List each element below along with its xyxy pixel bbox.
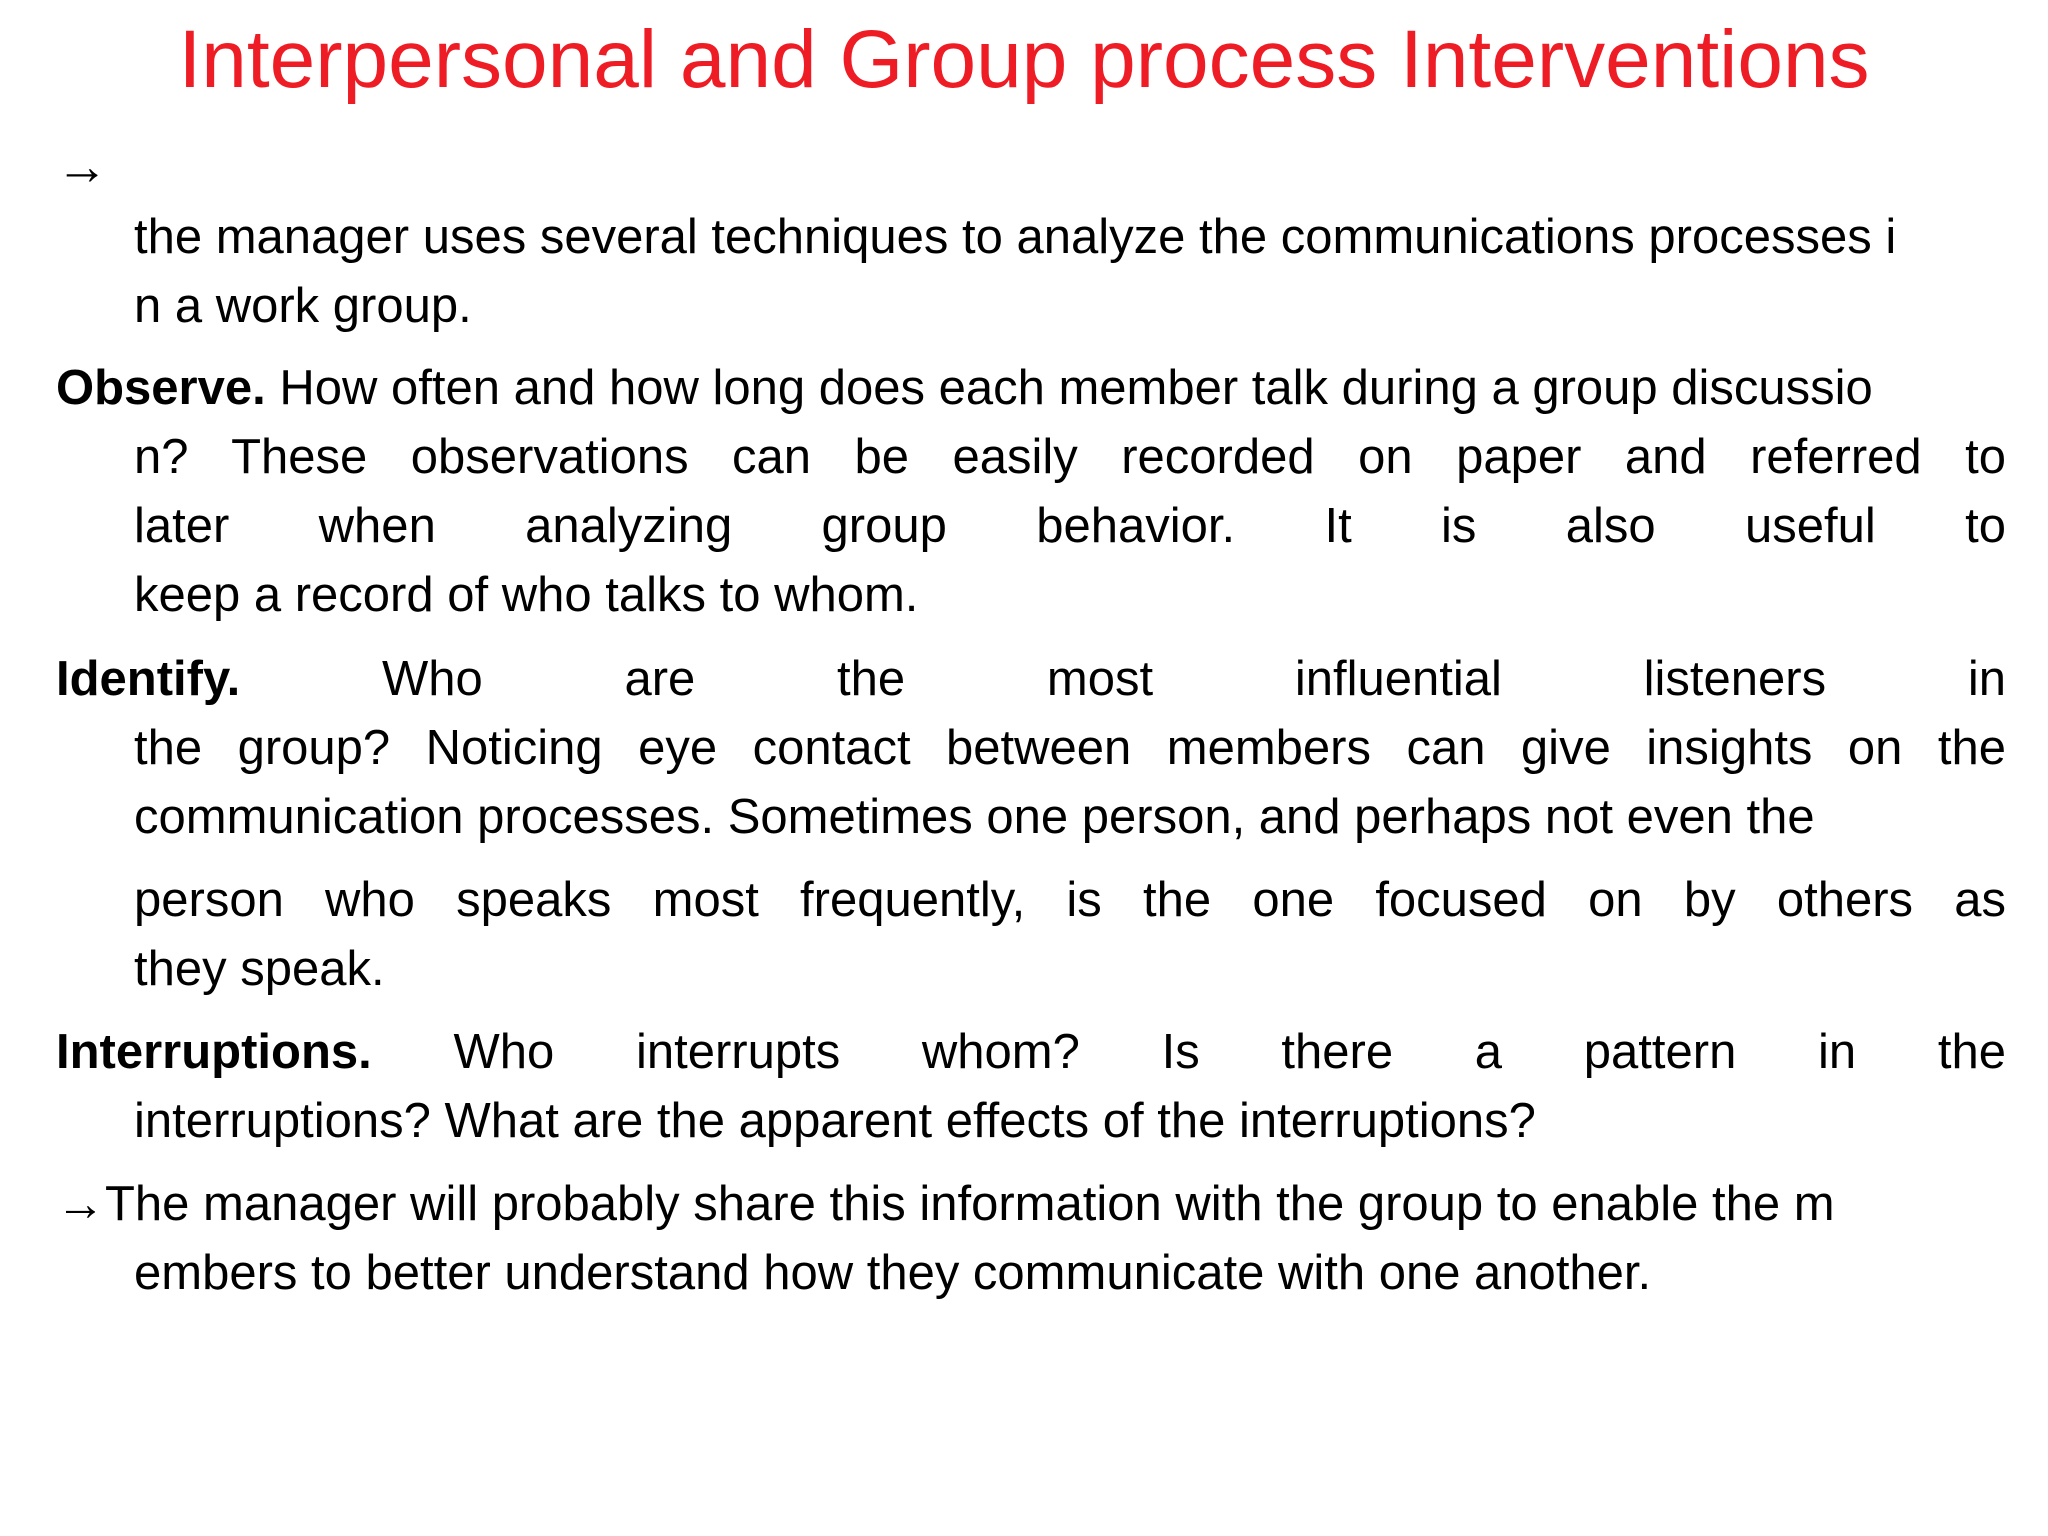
identify-line-2: the group? Noticing eye contact between members can give insights on the	[134, 721, 2006, 775]
intro-arrow-icon: →	[56, 138, 108, 196]
observe-line-2: n? These observations can be easily recorded on paper and referred to	[134, 430, 2006, 484]
closing-arrow-icon: →	[56, 1177, 105, 1231]
closing-text-1: The manager will probably share this information with the group to enable the m	[105, 1177, 1835, 1231]
identify-line-3: communication processes. Sometimes one person, and perhaps not even the	[134, 790, 1815, 844]
identify-line-4: person who speaks most frequently, is the one focused on by others as	[134, 873, 2006, 927]
intro-line-2: n a work group.	[134, 279, 472, 333]
identify-paragraph	[56, 645, 2006, 1004]
observe-line-3: later when analyzing group behavior. It is also useful to	[134, 499, 2006, 553]
interruptions-label: Interruptions.	[56, 1025, 372, 1079]
observe-paragraph	[56, 354, 2006, 630]
observe-text-1: How often and how long does each member talk during a group discussio	[265, 361, 1873, 415]
identify-label: Identify.	[56, 652, 241, 706]
slide-title: Interpersonal and Group process Interventions	[178, 14, 1870, 105]
interruptions-text-1: Who interrupts whom? Is there a pattern in the	[371, 1025, 2006, 1079]
identify-line-1	[56, 645, 2006, 714]
observe-label: Observe.	[56, 361, 266, 415]
closing-line-2: embers to better understand how they communicate with one another.	[134, 1246, 1652, 1300]
interruptions-line-1	[56, 1018, 2006, 1087]
intro-paragraph	[56, 203, 2006, 341]
observe-line-1	[56, 354, 2006, 423]
observe-line-4: keep a record of who talks to whom.	[134, 568, 919, 622]
identify-line-5: they speak.	[134, 942, 385, 996]
identify-text-1: Who are the most influential listeners in	[240, 652, 2006, 706]
intro-line-1: the manager uses several techniques to analyze the communications processes i	[134, 210, 1897, 264]
interruptions-line-2: interruptions? What are the apparent effects of the interruptions?	[134, 1094, 1536, 1148]
interruptions-paragraph	[56, 1018, 2006, 1156]
closing-line-1	[56, 1170, 2006, 1239]
closing-paragraph	[56, 1170, 2006, 1308]
